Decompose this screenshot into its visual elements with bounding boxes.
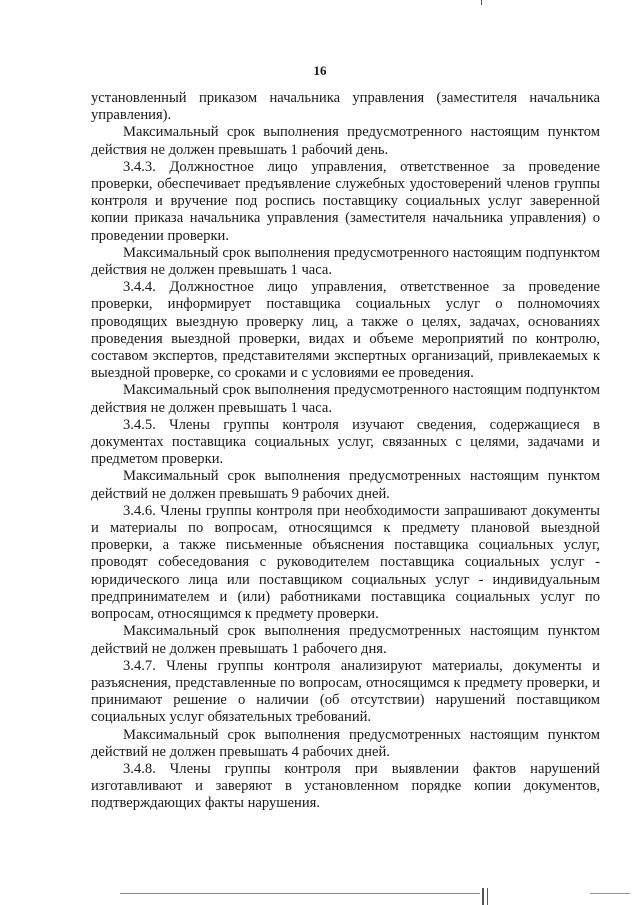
- document-body: [91, 90, 600, 813]
- scan-artifact-bottom-line: [120, 893, 480, 894]
- scan-artifact-bottom-right: [590, 893, 630, 894]
- paragraph-3-4-6: 3.4.6. Члены группы контроля при необходимости запрашивают документы и материалы по вопросам, относящимся к предмету плановой выездной проверки, а также письменные объяснения поставщика социальных услуг, проводят собеседования с руководителем поставщика социальных услуг - юридического лица или поставщиком социальных услуг - индивидуальным предпринимателем и (или) работниками поставщика социальных услуг по вопросам, относящимся к предмету проверки.: [91, 502, 600, 623]
- paragraph-3-4-8: 3.4.8. Члены группы контроля при выявлении фактов нарушений изготавливают и заверяют в установленном порядке копии документов, подтверждающих факты нарушения.: [91, 760, 600, 812]
- page-number: 16: [313, 63, 327, 78]
- paragraph-3-4-3: 3.4.3. Должностное лицо управления, ответственное за проведение проверки, обеспечивает предъявление служебных удостоверений членов группы контроля и вручение под роспись поставщику социальных услуг заверенной копии приказа начальника управления (заместителя начальника управления) о проведении проверки.: [91, 158, 600, 244]
- paragraph-deadline: Максимальный срок выполнения предусмотренных настоящим пунктом действий не должен превышать 1 рабочего дня.: [91, 623, 600, 657]
- paragraph-deadline: Максимальный срок выполнения предусмотренного настоящим пунктом действия не должен превышать 1 рабочий день.: [91, 124, 600, 158]
- paragraph-3-4-4: 3.4.4. Должностное лицо управления, ответственное за проведение проверки, информирует поставщика социальных услуг о полномочиях проводящих выездную проверку лиц, а также о целях, задачах, основаниях проведения выездной проверки, видах и объеме мероприятий по контролю, составом экспертов, представителями экспертных организаций, привлекаемых к выездной проверке, со сроками и с условиями ее проведения.: [91, 279, 600, 382]
- scan-artifact-bottom-tick: [487, 888, 488, 905]
- paragraph-3-4-7: 3.4.7. Члены группы контроля анализируют материалы, документы и разъяснения, представленные по вопросам, относящимся к предмету проверки, и принимают решение о наличии (об отсутствии) нарушений поставщиком социальных услуг обязательных требований.: [91, 657, 600, 726]
- paragraph-deadline: Максимальный срок выполнения предусмотренного настоящим подпунктом действия не должен превышать 1 часа.: [91, 244, 600, 279]
- paragraph-continuation: установленный приказом начальника управления (заместителя начальника управления).: [91, 90, 600, 124]
- paragraph-deadline: Максимальный срок выполнения предусмотренных настоящим пунктом действий не должен превышать 4 рабочих дней.: [91, 726, 600, 760]
- scan-artifact-top: [481, 0, 482, 5]
- scan-artifact-bottom-tick: [482, 888, 484, 905]
- paragraph-deadline: Максимальный срок выполнения предусмотренных настоящим пунктом действий не должен превышать 9 рабочих дней.: [91, 468, 600, 502]
- paragraph-deadline: Максимальный срок выполнения предусмотренного настоящим подпунктом действия не должен превышать 1 часа.: [91, 382, 600, 416]
- paragraph-3-4-5: 3.4.5. Члены группы контроля изучают сведения, содержащиеся в документах поставщика социальных услуг, связанных с целями, задачами и предметом проверки.: [91, 416, 600, 468]
